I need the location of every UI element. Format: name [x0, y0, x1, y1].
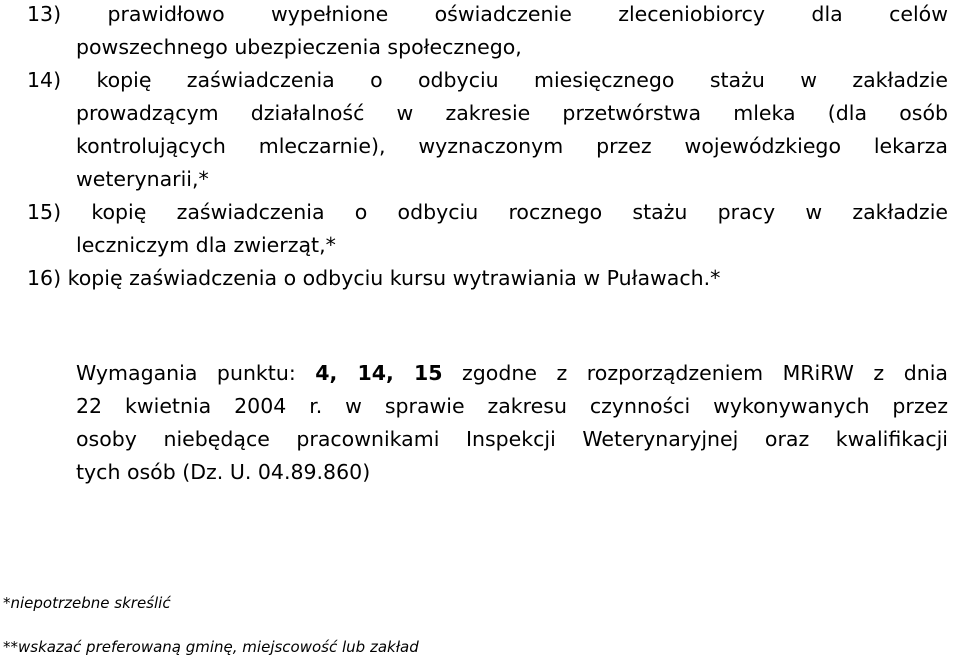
list-item-15-line-1: 15) kopię zaświadczenia o odbyciu rocznego stażu pracy w zakładzie [27, 200, 948, 224]
requirements-line-1 [76, 356, 948, 390]
list-item-16-line-1: 16) kopię zaświadczenia o odbyciu kursu wytrawiania w Puławach.* [27, 266, 721, 290]
list-item-14-line-2: prowadzącym działalność w zakresie przetwórstwa mleka (dla osób [76, 101, 948, 125]
list-item-13-line-1: 13) prawidłowo wypełnione oświadczenie zleceniobiorcy dla celów [27, 2, 948, 26]
footnote-2: **wskazać preferowaną gminę, miejscowość lub zakład [3, 638, 419, 656]
list-item-15-line-2: leczniczym dla zwierząt,* [76, 233, 336, 257]
requirements-line-2: 22 kwietnia 2004 r. w sprawie zakresu czynności wykonywanych przez [76, 394, 948, 418]
requirements-line-3: osoby niebędące pracownikami Inspekcji Weterynaryjnej oraz kwalifikacji [76, 427, 948, 451]
requirements-lead: Wymagania punktu: [76, 361, 316, 385]
footnote-1: *niepotrzebne skreślić [3, 594, 171, 612]
list-item-13-line-2: powszechnego ubezpieczenia społecznego, [76, 35, 522, 59]
requirements-line-1-rest: zgodne z rozporządzeniem MRiRW z dnia [442, 361, 948, 385]
list-item-14-line-1: 14) kopię zaświadczenia o odbyciu miesięcznego stażu w zakładzie [27, 68, 948, 92]
requirements-line-4: tych osób (Dz. U. 04.89.860) [76, 460, 371, 484]
list-item-14-line-4: weterynarii,* [76, 167, 209, 191]
requirements-points: 4, 14, 15 [315, 361, 443, 385]
list-item-14-line-3: kontrolujących mleczarnie), wyznaczonym przez wojewódzkiego lekarza [76, 134, 948, 158]
